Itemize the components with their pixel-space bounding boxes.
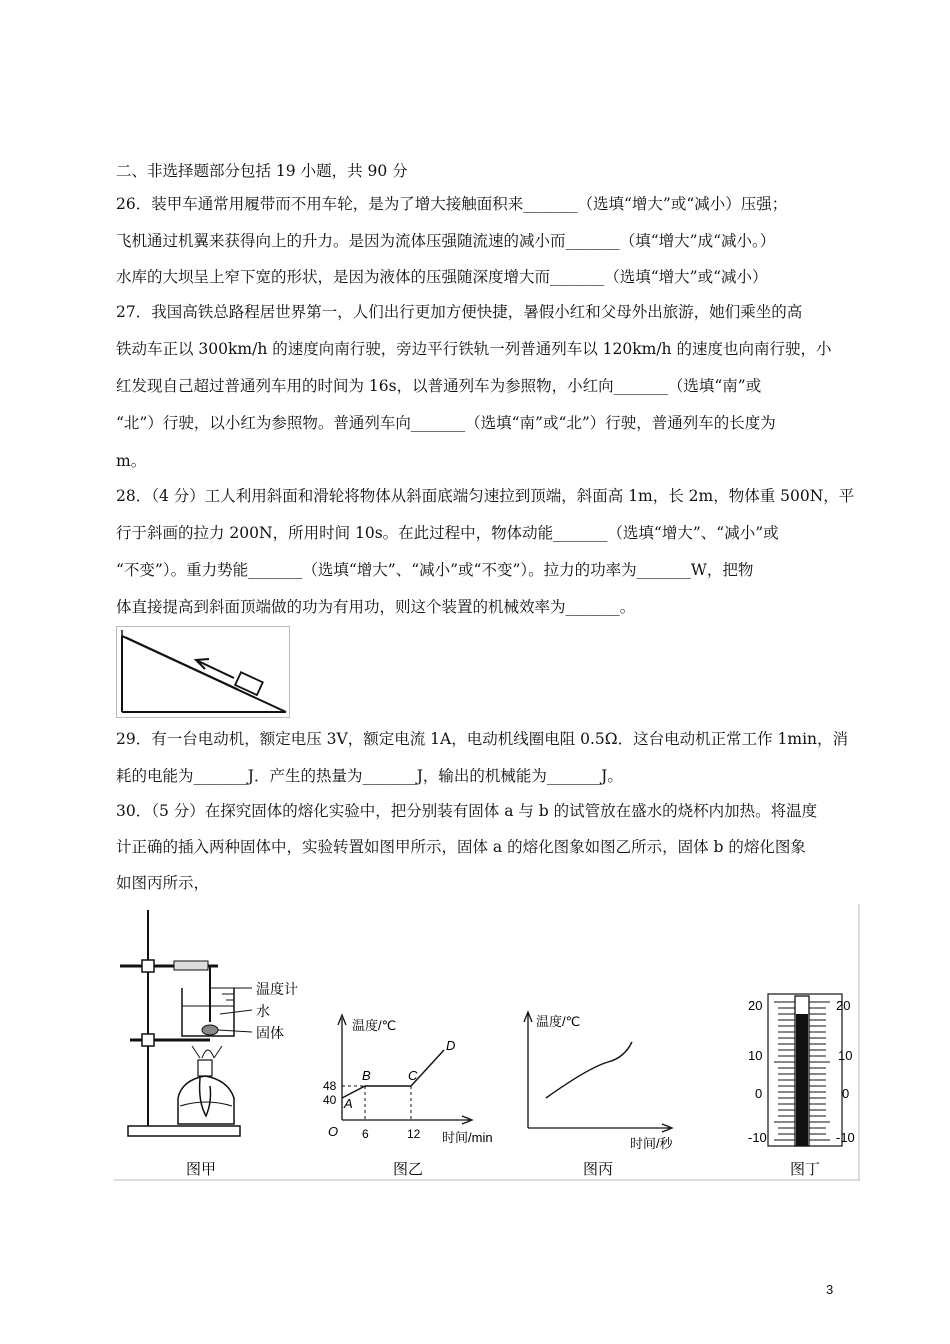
melting-experiment-figure — [110, 902, 862, 1184]
solid-sample — [202, 1025, 218, 1035]
graph-yi-ylabel: 温度/℃ — [352, 1018, 397, 1033]
thermometer-ding — [768, 994, 842, 1146]
graph-yi-curve — [342, 1050, 444, 1120]
incline-figure — [116, 626, 290, 718]
graph-yi-xtick-12: 12 — [407, 1127, 421, 1141]
q28-line-1: 28．（4 分）工人利用斜面和滑轮将物体从斜面底端匀速拉到顶端，斜面高 1m，长 2m，物体重 500N，平 — [116, 487, 855, 505]
scale-left-0: 0 — [755, 1086, 763, 1101]
label-solid: 固体 — [256, 1025, 284, 1041]
scale-left-neg10: -10 — [748, 1130, 767, 1145]
q30-line-1: 30．（5 分）在探究固体的熔化实验中，把分别装有固体 a 与 b 的试管放在盛水的烧杯内加热。将温度 — [116, 802, 818, 820]
q30-line-2: 计正确的插入两种固体中，实验转置如图甲所示，固体 a 的熔化图象如图乙所示，固体 b 的熔化图象 — [116, 838, 806, 856]
scale-right-0: 0 — [842, 1086, 850, 1101]
caption-bing: 图丙 — [583, 1161, 614, 1178]
incline-hypotenuse — [122, 636, 286, 712]
graph-yi-xtick-6: 6 — [362, 1127, 369, 1141]
q26-line-1: 26．装甲车通常用履带而不用车轮，是为了增大接触面积来_______（选填“增大”或“减小）压强； — [116, 195, 788, 213]
scale-right-10: 10 — [838, 1048, 853, 1063]
q27-line-2: 铁动车正以 300km/h 的速度向南行驶，旁边平行铁轨一列普通列车以 120km/h 的速度也向南行驶，小 — [116, 340, 832, 358]
graph-yi-point-b: B — [362, 1068, 371, 1083]
graph-yi-ytick-48: 48 — [323, 1079, 337, 1093]
page-number: 3 — [826, 1282, 834, 1297]
scale-left-10: 10 — [748, 1048, 763, 1063]
q27-line-1: 27．我国高铁总路程居世界第一，人们出行更加方便快捷，暑假小红和父母外出旅游，她们乘坐的高 — [116, 303, 803, 321]
graph-bing-xlabel: 时间/秒 — [630, 1136, 673, 1151]
caption-yi: 图乙 — [393, 1161, 424, 1178]
q30-line-3: 如图丙所示， — [116, 874, 210, 892]
q27-line-5: m。 — [116, 452, 147, 470]
section-header: 二、非选择题部分包括 19 小题，共 90 分 — [116, 162, 408, 180]
q26-line-3: 水库的大坝呈上窄下宽的形状，是因为液体的压强随深度增大而_______（选填“增大”或“减小） — [116, 268, 768, 286]
q29-line-2: 耗的电能为_______J．产生的热量为_______J，输出的机械能为_______J。 — [116, 767, 623, 785]
label-thermometer: 温度计 — [256, 981, 298, 997]
scale-left-20: 20 — [748, 998, 763, 1013]
graph-bing-ylabel: 温度/℃ — [536, 1014, 581, 1029]
q28-line-2: 行于斜画的拉力 200N，所用时间 10s。在此过程中，物体动能_______（选填“增大”、“减小”或 — [116, 524, 779, 542]
thermometer-liquid — [796, 1014, 808, 1146]
q26-line-2: 飞机通过机翼来获得向上的升力。是因为流体压强随流速的减小而_______（填“增大”成“减小。） — [116, 232, 776, 250]
graph-yi-xlabel: 时间/min — [442, 1130, 493, 1145]
graph-yi-origin: O — [328, 1124, 339, 1139]
q28-line-3: “不变”）。重力势能_______（选填“增大”、“减小”或“不变”）。拉力的功率为_______W，把物 — [116, 561, 754, 579]
stand-base — [128, 1126, 240, 1136]
incline-rope — [126, 637, 238, 689]
apparatus-drawing — [120, 910, 240, 1136]
label-leaders — [210, 988, 252, 1032]
q27-line-3: 红发现自己超过普通列车用的时间为 16s，以普通列车为参照物，小红向_______（选填“南”或 — [116, 377, 762, 395]
caption-jia: 图甲 — [186, 1161, 217, 1178]
graph-bing-curve — [546, 1042, 632, 1098]
graph-yi-point-c: C — [408, 1068, 418, 1083]
scale-right-20: 20 — [836, 998, 851, 1013]
scale-right-neg10: -10 — [836, 1130, 855, 1145]
block-on-incline — [235, 672, 263, 695]
graph-yi-point-d: D — [446, 1038, 456, 1053]
q27-line-4: “北”）行驶，以小红为参照物。普通列车向_______（选填“南”或“北”）行驶，普通列车的长度为 — [116, 414, 776, 432]
graph-yi-point-a: A — [344, 1096, 353, 1111]
caption-ding: 图丁 — [790, 1161, 821, 1178]
graph-yi-ytick-40: 40 — [323, 1093, 337, 1107]
q29-line-1: 29．有一台电动机，额定电压 3V，额定电流 1A，电动机线圈电阻 0.5Ω．这台电动机正常工作 1min，消 — [116, 730, 849, 748]
label-water: 水 — [256, 1003, 270, 1019]
graph-bing-axes — [524, 1012, 672, 1132]
pull-arrow — [196, 659, 234, 678]
q28-line-4: 体直接提高到斜面顶端做的功为有用功，则这个装置的机械效率为_______。 — [116, 598, 636, 616]
